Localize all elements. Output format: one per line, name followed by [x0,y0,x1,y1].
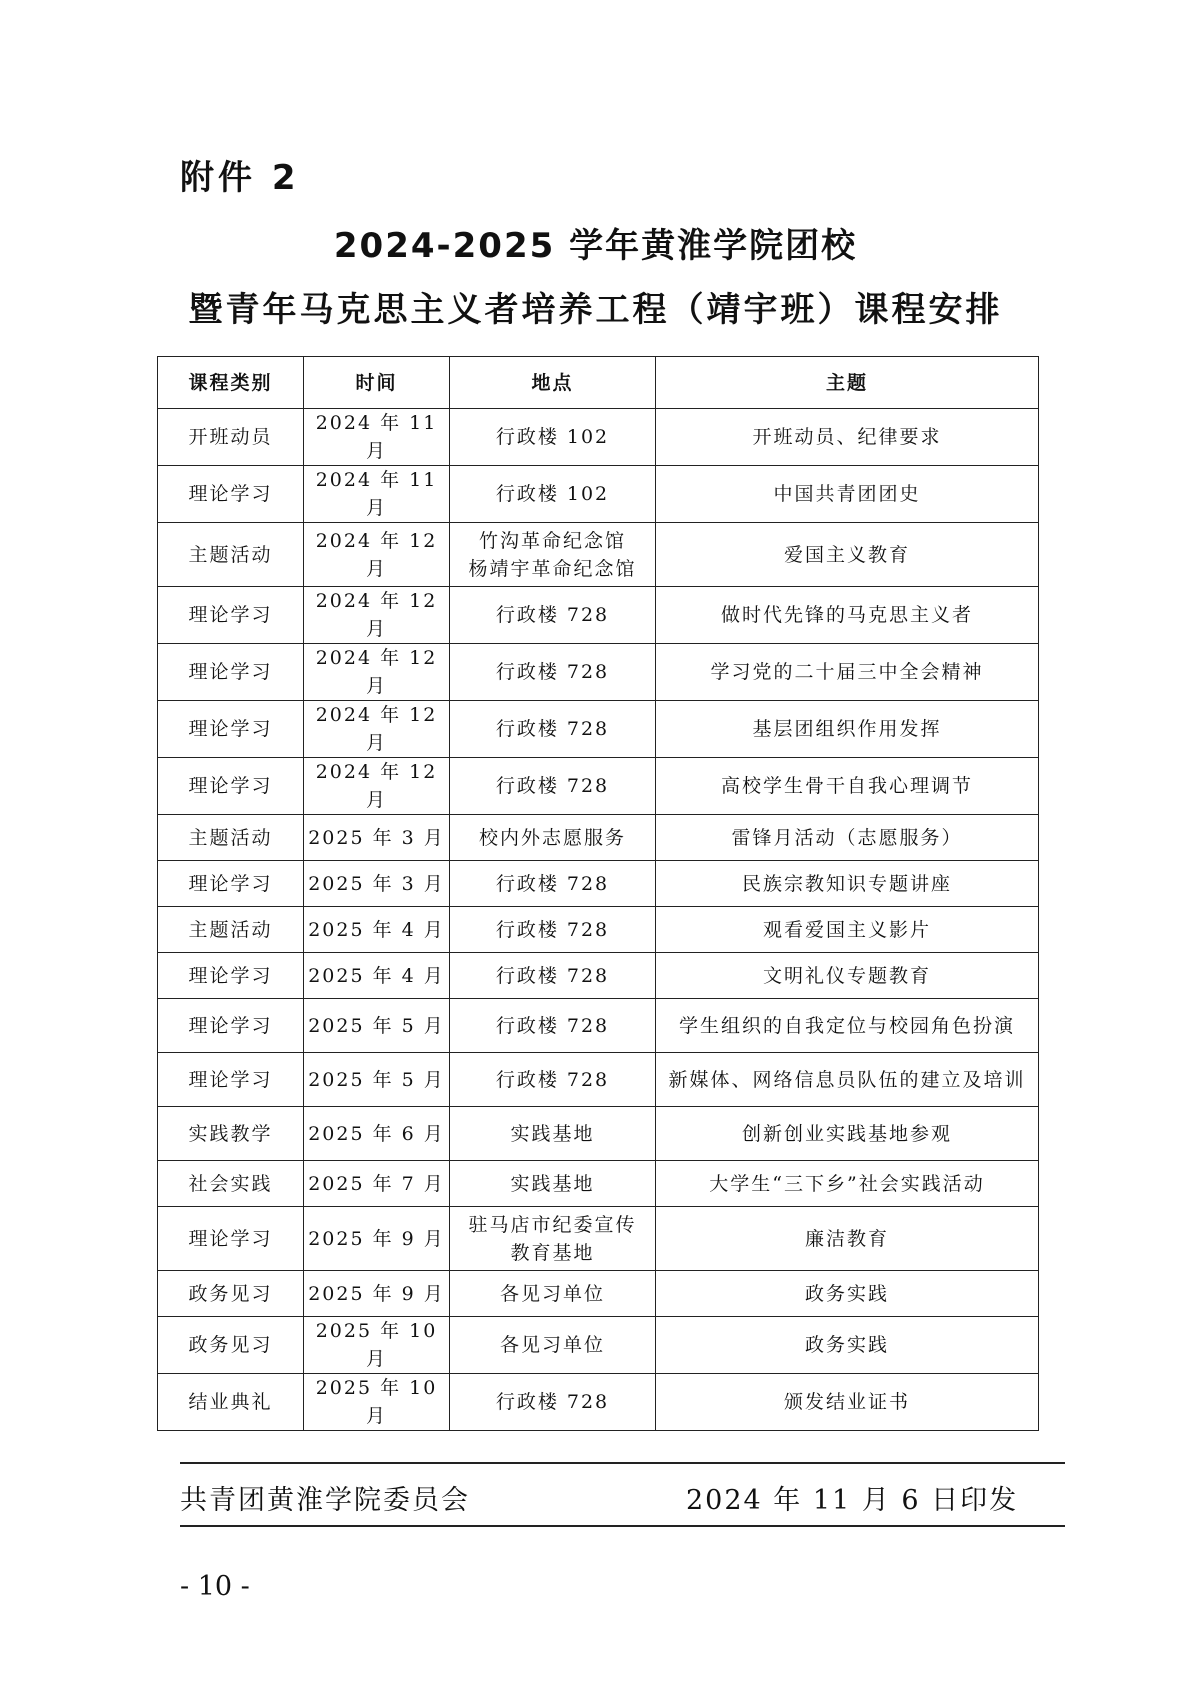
header-time: 时间 [304,357,450,409]
cell-category: 理论学习 [158,587,304,644]
table-row [158,466,1039,523]
cell-category: 政务见习 [158,1271,304,1317]
cell-topic: 新媒体、网络信息员队伍的建立及培训 [656,1053,1039,1107]
cell-time: 2024 年 12 月 [304,523,450,587]
location-line: 杨靖宇革命纪念馆 [468,557,637,580]
cell-topic: 政务实践 [656,1317,1039,1374]
table-body [158,409,1039,1431]
cell-time: 2024 年 11 月 [304,409,450,466]
cell-category: 主题活动 [158,523,304,587]
cell-category: 理论学习 [158,861,304,907]
table-row [158,1161,1039,1207]
cell-topic: 高校学生骨干自我心理调节 [656,758,1039,815]
cell-location [450,1053,656,1107]
table-row [158,953,1039,999]
cell-category: 主题活动 [158,815,304,861]
location-line: 各见习单位 [499,1334,605,1356]
attachment-label: 附件 2 [180,158,300,198]
cell-time: 2025 年 10 月 [304,1374,450,1431]
issuing-organization: 共青团黄淮学院委员会 [180,1485,470,1516]
table-row [158,701,1039,758]
cell-topic: 文明礼仪专题教育 [656,953,1039,999]
cell-category: 理论学习 [158,953,304,999]
cell-category: 政务见习 [158,1317,304,1374]
cell-location [450,644,656,701]
cell-location [450,1161,656,1207]
location-line: 教育基地 [510,1241,595,1264]
table-row [158,1271,1039,1317]
location-line: 行政楼 728 [495,918,610,941]
cell-topic: 开班动员、纪律要求 [656,409,1039,466]
table-row [158,523,1039,587]
cell-location [450,999,656,1053]
location-line: 行政楼 102 [495,426,610,448]
cell-category: 社会实践 [158,1161,304,1207]
cell-category: 理论学习 [158,999,304,1053]
cell-location [450,1271,656,1317]
cell-category: 结业典礼 [158,1374,304,1431]
location-line: 行政楼 102 [495,483,610,505]
cell-topic: 学习党的二十届三中全会精神 [656,644,1039,701]
cell-category: 理论学习 [158,758,304,815]
cell-location [450,587,656,644]
cell-topic: 颁发结业证书 [656,1374,1039,1431]
cell-location [450,466,656,523]
location-line: 各见习单位 [499,1282,605,1305]
cell-time: 2024 年 12 月 [304,644,450,701]
location-line: 实践基地 [510,1122,595,1145]
cell-time: 2025 年 4 月 [304,907,450,953]
cell-location [450,815,656,861]
cell-topic: 民族宗教知识专题讲座 [656,861,1039,907]
cell-time: 2025 年 3 月 [304,815,450,861]
cell-time: 2025 年 5 月 [304,999,450,1053]
table-header-row [158,357,1039,409]
table-row [158,1053,1039,1107]
location-line: 行政楼 728 [495,872,610,895]
cell-topic: 观看爱国主义影片 [656,907,1039,953]
cell-topic: 做时代先锋的马克思主义者 [656,587,1039,644]
cell-location [450,409,656,466]
cell-time: 2025 年 9 月 [304,1271,450,1317]
table-row [158,907,1039,953]
table-row [158,1317,1039,1374]
cell-topic: 廉洁教育 [656,1207,1039,1271]
cell-topic: 学生组织的自我定位与校园角色扮演 [656,999,1039,1053]
cell-time: 2025 年 6 月 [304,1107,450,1161]
page-number: - 10 - [180,1571,250,1602]
cell-category: 开班动员 [158,409,304,466]
cell-time: 2024 年 12 月 [304,701,450,758]
table-row [158,644,1039,701]
cell-time: 2025 年 5 月 [304,1053,450,1107]
cell-time: 2025 年 10 月 [304,1317,450,1374]
cell-location [450,758,656,815]
cell-time: 2025 年 3 月 [304,861,450,907]
cell-time: 2024 年 11 月 [304,466,450,523]
location-line: 竹沟革命纪念馆 [478,529,626,552]
location-line: 行政楼 728 [495,964,610,987]
header-location: 地点 [450,357,656,409]
location-line: 行政楼 728 [495,661,610,683]
cell-location [450,523,656,587]
header-category: 课程类别 [158,357,304,409]
table-row [158,861,1039,907]
cell-time: 2025 年 7 月 [304,1161,450,1207]
cell-category: 理论学习 [158,1207,304,1271]
table-row [158,587,1039,644]
document-title-line1: 2024-2025 学年黄淮学院团校 [333,226,858,266]
table-row [158,409,1039,466]
cell-time: 2025 年 9 月 [304,1207,450,1271]
location-line: 校内外志愿服务 [478,826,626,849]
table-row [158,1107,1039,1161]
cell-topic: 雷锋月活动（志愿服务） [656,815,1039,861]
cell-location [450,907,656,953]
cell-topic: 爱国主义教育 [656,523,1039,587]
location-line: 行政楼 728 [495,1391,610,1413]
cell-time: 2024 年 12 月 [304,758,450,815]
location-line: 行政楼 728 [495,1068,610,1091]
issue-date: 2024 年 11 月 6 日印发 [686,1485,1019,1516]
location-line: 实践基地 [510,1172,595,1195]
header-topic: 主题 [656,357,1039,409]
location-line: 行政楼 728 [495,718,610,740]
cell-topic: 创新创业实践基地参观 [656,1107,1039,1161]
document-title-line2: 暨青年马克思主义者培养工程（靖宇班）课程安排 [188,290,1003,330]
cell-category: 实践教学 [158,1107,304,1161]
cell-category: 理论学习 [158,701,304,758]
course-schedule-table [157,356,1039,1431]
cell-location [450,1374,656,1431]
cell-category: 理论学习 [158,466,304,523]
cell-category: 主题活动 [158,907,304,953]
location-line: 驻马店市纪委宣传 [468,1213,637,1236]
cell-category: 理论学习 [158,1053,304,1107]
cell-time: 2024 年 12 月 [304,587,450,644]
cell-location [450,1107,656,1161]
table-row [158,758,1039,815]
cell-time: 2025 年 4 月 [304,953,450,999]
cell-category: 理论学习 [158,644,304,701]
location-line: 行政楼 728 [495,604,610,626]
footer-top-rule [180,1462,1065,1464]
table-row [158,999,1039,1053]
cell-location [450,701,656,758]
footer-bottom-rule [180,1525,1065,1527]
cell-location [450,1207,656,1271]
cell-topic: 政务实践 [656,1271,1039,1317]
cell-topic: 大学生“三下乡”社会实践活动 [656,1161,1039,1207]
cell-topic: 基层团组织作用发挥 [656,701,1039,758]
location-line: 行政楼 728 [495,1014,610,1037]
location-line: 行政楼 728 [495,775,610,797]
cell-location [450,1317,656,1374]
cell-topic: 中国共青团团史 [656,466,1039,523]
table-row [158,815,1039,861]
cell-location [450,953,656,999]
table-row [158,1374,1039,1431]
table-row [158,1207,1039,1271]
cell-location [450,861,656,907]
